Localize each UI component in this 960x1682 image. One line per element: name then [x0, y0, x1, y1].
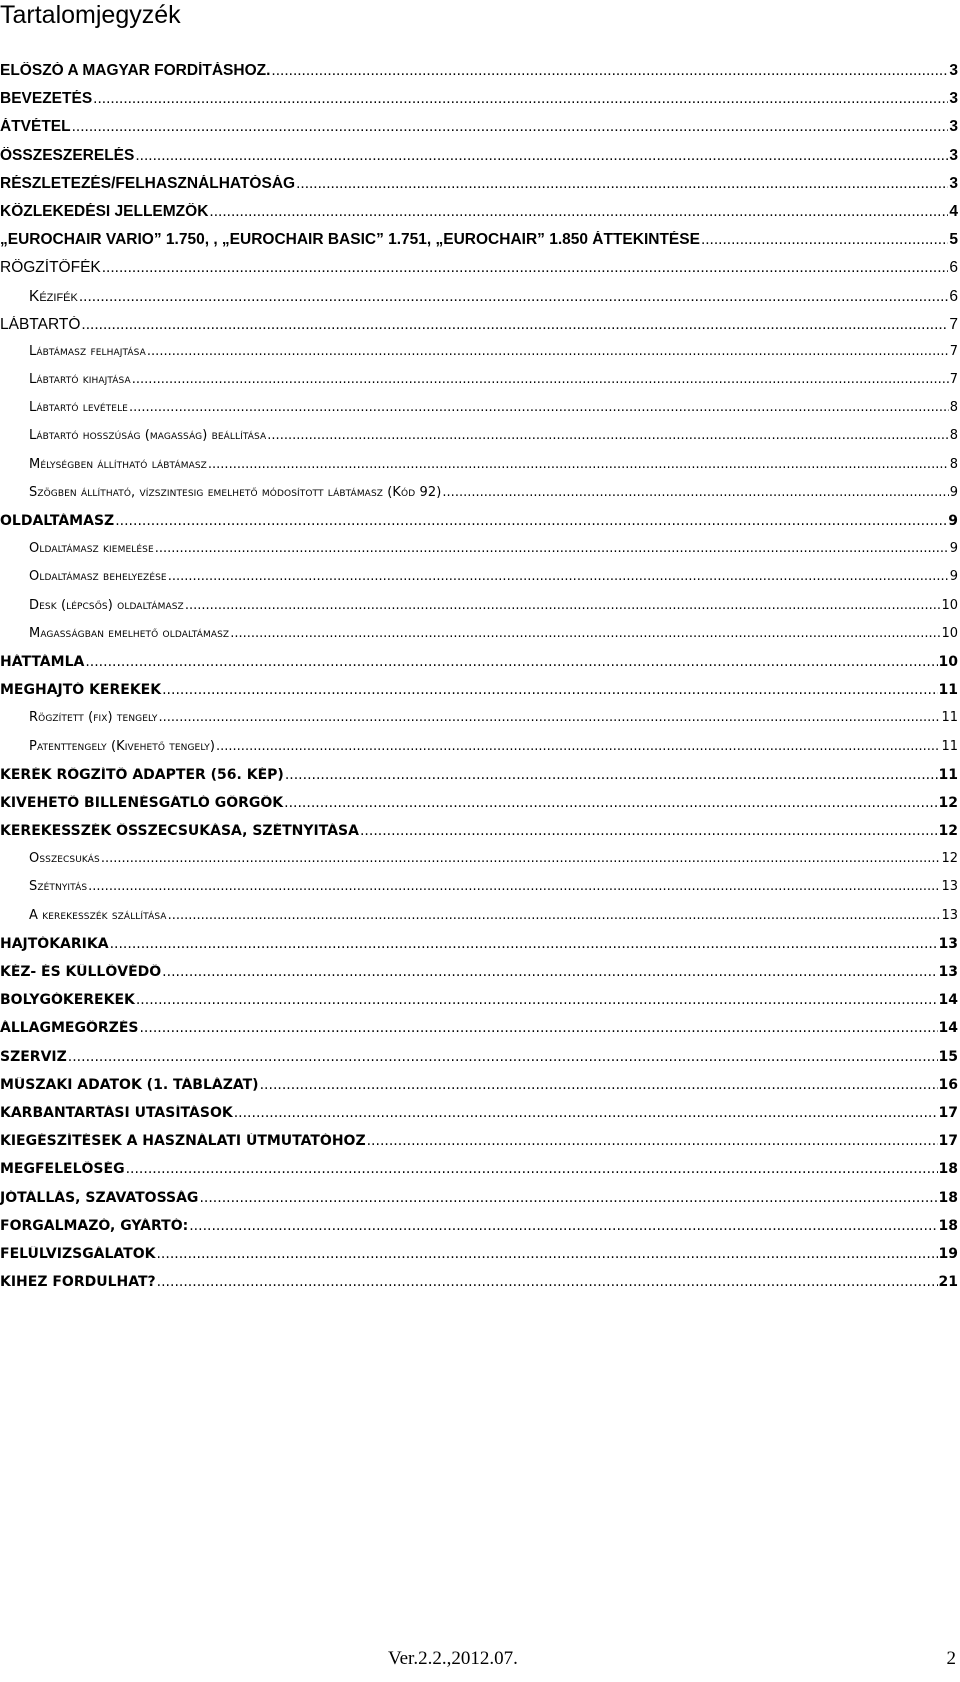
toc-leader-dots — [168, 569, 949, 584]
toc-entry-page: 18 — [938, 1217, 958, 1234]
toc-leader-dots — [267, 428, 948, 443]
toc-entry-page: 9 — [949, 541, 958, 557]
toc-leader-dots — [93, 90, 948, 108]
toc-leader-dots — [234, 1105, 938, 1121]
toc-leader-dots — [139, 1020, 937, 1036]
toc-entry[interactable] — [0, 1020, 958, 1048]
toc-entry[interactable] — [0, 767, 958, 795]
toc-entry-page: 10 — [941, 625, 958, 641]
toc-leader-dots — [209, 203, 948, 221]
toc-entry-label: Magasságban emelhető oldaltámasz — [29, 625, 230, 641]
toc-entry-label: RÉSZLETEZÉS/FELHASZNÁLHATÓSÁG — [0, 174, 296, 192]
toc-entry-page: 7 — [949, 343, 958, 359]
toc-entry-label: KEREKESSZÉK ÖSSZECSUKÁSA, SZÉTNYITÁSA — [0, 823, 359, 840]
toc-entry-page: 3 — [949, 118, 958, 136]
toc-entry-label: ÁLLAGMEGŐRZÉS — [0, 1020, 139, 1037]
toc-entry[interactable] — [0, 879, 958, 907]
toc-entry-label: Szögben állítható, vízszintesig emelhető módosított lábtámasz (Kód 92) — [29, 484, 442, 500]
toc-entry-label: KIHEZ FORDULHAT? — [0, 1274, 156, 1291]
toc-entry-label: ÁTVÉTEL — [0, 118, 71, 136]
toc-leader-dots — [115, 513, 947, 529]
toc-entry-label: KARBANTARTÁSI UTASÍTÁSOK — [0, 1104, 233, 1121]
toc-entry[interactable] — [0, 147, 958, 175]
toc-entry[interactable] — [0, 1246, 958, 1274]
toc-entry[interactable] — [0, 739, 958, 767]
toc-leader-dots — [216, 739, 940, 754]
toc-entry-page: 13 — [938, 935, 958, 952]
toc-entry[interactable] — [0, 851, 958, 879]
toc-entry[interactable] — [0, 795, 958, 823]
toc-entry-page: 11 — [941, 710, 958, 726]
toc-entry[interactable] — [0, 231, 958, 259]
toc-entry-page: 14 — [938, 1020, 958, 1037]
toc-entry[interactable] — [0, 908, 958, 936]
toc-entry[interactable] — [0, 1218, 958, 1246]
toc-entry[interactable] — [0, 1161, 958, 1189]
toc-entry-label: LÁBTARTÓ — [0, 315, 81, 333]
toc-entry-label: Oldaltámasz kiemelése — [29, 541, 154, 557]
toc-leader-dots — [701, 231, 948, 249]
toc-entry-label: HÁTTÁMLA — [0, 653, 85, 670]
toc-entry-label: MŰSZAKI ADATOK (1. TÁBLÁZAT) — [0, 1076, 259, 1093]
toc-leader-dots — [147, 344, 949, 359]
toc-entry-page: 21 — [938, 1274, 958, 1291]
toc-entry-page: 9 — [949, 484, 958, 500]
toc-entry-label: Lábtámasz felhajtása — [29, 343, 146, 359]
toc-entry[interactable] — [0, 259, 958, 287]
toc-entry[interactable] — [0, 372, 958, 400]
toc-entry[interactable] — [0, 1133, 958, 1161]
toc-entry[interactable] — [0, 1190, 958, 1218]
toc-entry-page: 3 — [949, 90, 958, 108]
toc-leader-dots — [185, 598, 941, 613]
toc-leader-dots — [189, 1218, 937, 1234]
toc-entry-label: BOLYGÓKEREKEK — [0, 992, 135, 1009]
toc-entry-label: KÉZ- ÉS KÜLLŐVÉDŐ — [0, 964, 162, 980]
toc-entry-label: FORGALMAZÓ, GYÁRTÓ: — [0, 1217, 189, 1234]
toc-entry-label: Kézifék — [29, 287, 78, 305]
toc-entry-page: 3 — [949, 146, 958, 164]
footer-version: Ver.2.2.,2012.07. — [388, 1648, 518, 1669]
toc-leader-dots — [208, 457, 949, 472]
toc-leader-dots — [85, 654, 937, 670]
toc-entry[interactable] — [0, 936, 958, 964]
toc-entry-page: 17 — [938, 1104, 958, 1121]
toc-leader-dots — [156, 1246, 937, 1262]
toc-leader-dots — [159, 710, 941, 725]
toc-entry-page: 5 — [949, 231, 958, 249]
toc-entry-label: JÓTÁLLÁS, SZAVATOSSÁG — [0, 1189, 199, 1206]
toc-entry[interactable] — [0, 1105, 958, 1133]
toc-entry[interactable] — [0, 428, 958, 456]
toc-entry-label: KÖZLEKEDÉSI JELLEMZŐK — [0, 202, 209, 220]
toc-leader-dots — [110, 936, 938, 952]
toc-entry-page: 11 — [938, 766, 958, 783]
toc-entry-label: BEVEZETÉS — [0, 90, 93, 108]
toc-entry-page: 15 — [938, 1048, 958, 1065]
toc-entry[interactable] — [0, 118, 958, 146]
toc-entry-label: Rögzített (fix) tengely — [29, 710, 158, 726]
toc-entry-page: 14 — [938, 992, 958, 1009]
toc-entry-page: 16 — [938, 1076, 958, 1093]
toc-entry-label: Oldaltámasz behelyezése — [29, 569, 167, 585]
toc-entry-label: HAJTÓKARIKA — [0, 935, 109, 952]
toc-entry[interactable] — [0, 682, 958, 710]
toc-entry-page: 17 — [938, 1133, 958, 1150]
toc-entry-page: 13 — [938, 964, 958, 980]
toc-entry[interactable] — [0, 203, 958, 231]
toc-leader-dots — [72, 118, 949, 136]
toc-entry[interactable] — [0, 569, 958, 597]
toc-leader-dots — [81, 316, 948, 334]
toc-entry[interactable] — [0, 626, 958, 654]
footer-page-number: 2 — [946, 1648, 956, 1669]
toc-entry-page: 8 — [949, 400, 958, 416]
toc-entry-label: Desk (lépcsős) oldaltámasz — [29, 597, 184, 613]
toc-entry-page: 8 — [949, 456, 958, 472]
toc-leader-dots — [285, 767, 938, 783]
toc-entry-page: 3 — [949, 174, 958, 192]
toc-entry-page: 18 — [938, 1189, 958, 1206]
toc-leader-dots — [230, 626, 940, 641]
toc-entry-label: Lábtartó hosszúság (magasság) beállítása — [29, 428, 267, 444]
toc-entry-page: 13 — [941, 907, 958, 923]
toc-entry-page: 7 — [949, 372, 958, 388]
toc-entry[interactable] — [0, 513, 958, 541]
toc-leader-dots — [88, 879, 940, 894]
toc-entry[interactable] — [0, 288, 958, 316]
toc-entry[interactable] — [0, 485, 958, 513]
toc-entry[interactable] — [0, 710, 958, 738]
toc-leader-dots — [79, 288, 949, 306]
toc-leader-dots — [155, 541, 949, 556]
page-title: Tartalomjegyzék — [0, 1, 181, 29]
toc-entry-label: ÖSSZESZERELÉS — [0, 146, 135, 164]
toc-entry-label: OLDALTÁMASZ — [0, 513, 115, 529]
toc-entry-label: ELŐSZÓ A MAGYAR FORDÍTÁSHOZ. — [0, 62, 271, 79]
toc-entry-label: FELÜLVIZSGÁLATOK — [0, 1245, 156, 1262]
toc-entry-label: RÖGZÍTŐFÉK — [0, 259, 101, 277]
toc-entry-page: 18 — [938, 1161, 958, 1178]
toc-entry-label: A kerekesszék szállítása — [29, 907, 167, 923]
toc-entry-label: „EUROCHAIR VARIO” 1.750, , „EUROCHAIR BASIC” 1.751, „EUROCHAIR” 1.850 ÁTTEKINTÉSE — [0, 231, 700, 249]
toc-entry-page: 11 — [941, 738, 958, 754]
toc-entry-label: Lábtartó levétele — [29, 400, 128, 416]
toc-leader-dots — [136, 992, 938, 1008]
toc-leader-dots — [132, 372, 949, 387]
toc-entry[interactable] — [0, 175, 958, 203]
toc-entry-label: KIEGÉSZÍTÉSEK A HASZNÁLATI ÚTMUTATÓHOZ — [0, 1133, 366, 1150]
toc-entry-page: 10 — [941, 597, 958, 613]
toc-entry[interactable] — [0, 992, 958, 1020]
toc-leader-dots — [126, 1161, 938, 1177]
toc-entry-page: 9 — [949, 569, 958, 585]
toc-entry-label: Összecsukás — [29, 851, 100, 867]
toc-entry[interactable] — [0, 541, 958, 569]
toc-entry[interactable] — [0, 457, 958, 485]
toc-leader-dots — [168, 908, 941, 923]
toc-entry-label: KIVEHETŐ BILLENÉSGÁTLÓ GÖRGŐK — [0, 794, 284, 811]
toc-entry[interactable] — [0, 964, 958, 992]
toc-entry-page: 12 — [938, 794, 958, 811]
toc-entry-label: SZERVIZ — [0, 1048, 67, 1065]
toc-entry-page: 19 — [938, 1245, 958, 1262]
toc-leader-dots — [199, 1190, 937, 1206]
table-of-contents — [0, 62, 958, 1302]
toc-entry[interactable] — [0, 62, 958, 90]
toc-entry-label: KERÉK RÖGZÍTŐ ADAPTER (56. KÉP) — [0, 766, 284, 783]
toc-leader-dots — [157, 1274, 938, 1290]
toc-entry-page: 3 — [949, 62, 958, 79]
toc-leader-dots — [162, 682, 937, 698]
toc-entry-page: 6 — [949, 259, 958, 277]
toc-leader-dots — [296, 175, 948, 193]
toc-leader-dots — [68, 1049, 938, 1065]
toc-leader-dots — [271, 62, 948, 80]
toc-entry[interactable] — [0, 1274, 958, 1302]
toc-entry-label: MEGFELELŐSÉG — [0, 1161, 125, 1178]
toc-leader-dots — [260, 1077, 938, 1093]
toc-entry-label: MEGHAJTÓ KEREKEK — [0, 682, 162, 699]
toc-entry[interactable] — [0, 823, 958, 851]
toc-entry[interactable] — [0, 344, 958, 372]
toc-entry-label: Patenttengely (Kivehető tengely) — [29, 738, 216, 754]
toc-leader-dots — [101, 851, 941, 866]
toc-entry-page: 8 — [949, 428, 958, 444]
toc-leader-dots — [284, 795, 937, 811]
toc-entry-page: 11 — [938, 682, 958, 699]
toc-entry-label: Mélységben állítható lábtámasz — [29, 456, 207, 472]
toc-entry-page: 12 — [941, 851, 958, 867]
toc-entry-page: 4 — [949, 202, 958, 220]
toc-entry-page: 6 — [949, 287, 958, 305]
toc-entry[interactable] — [0, 90, 958, 118]
toc-leader-dots — [442, 485, 948, 500]
toc-entry-label: Lábtartó kihajtása — [29, 372, 131, 388]
toc-entry-label: Szétnyitás — [29, 879, 88, 895]
toc-entry[interactable] — [0, 400, 958, 428]
toc-leader-dots — [162, 964, 937, 980]
toc-entry[interactable] — [0, 316, 958, 344]
toc-entry-page: 7 — [949, 315, 958, 333]
toc-leader-dots — [367, 1133, 938, 1149]
toc-entry-page: 10 — [938, 653, 958, 670]
toc-entry-page: 9 — [948, 513, 958, 529]
toc-leader-dots — [360, 823, 938, 839]
toc-leader-dots — [129, 400, 949, 415]
toc-entry-page: 13 — [941, 879, 958, 895]
toc-leader-dots — [135, 147, 948, 165]
toc-entry[interactable] — [0, 654, 958, 682]
toc-entry[interactable] — [0, 1049, 958, 1077]
toc-entry[interactable] — [0, 598, 958, 626]
toc-entry-page: 12 — [938, 823, 958, 840]
toc-leader-dots — [102, 259, 949, 277]
toc-entry[interactable] — [0, 1077, 958, 1105]
